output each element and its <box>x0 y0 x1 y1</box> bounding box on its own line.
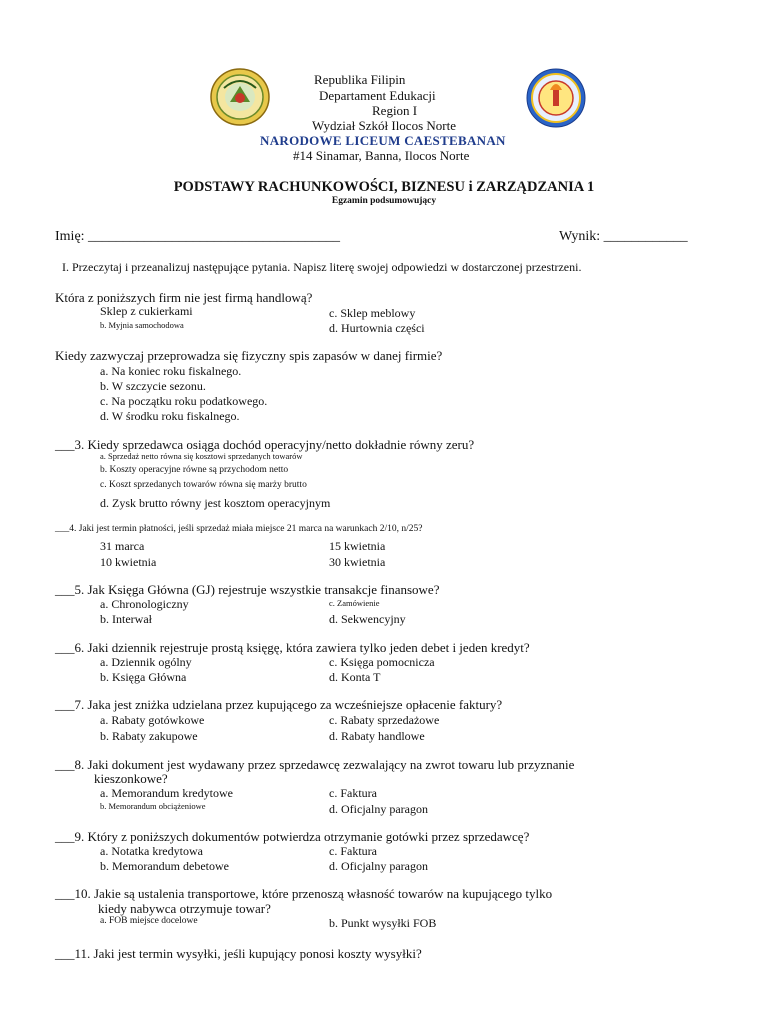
question-11: ___11. Jaki jest termin wysyłki, jeśli kupujący ponosi koszty wysyłki? <box>55 946 422 961</box>
q8-option-a: a. Memorandum kredytowe <box>100 786 233 800</box>
q6-option-d: d. Konta T <box>329 670 381 684</box>
q8-option-c: c. Faktura <box>329 786 377 800</box>
q2-option-c: c. Na początku roku podatkowego. <box>100 394 268 408</box>
q6-option-c: c. Księga pomocnicza <box>329 655 435 669</box>
q4-option-c: 15 kwietnia <box>329 539 386 553</box>
question-7: ___7. Jaka jest zniżka udzielana przez kupującego za wcześniejsze opłacenie faktury? <box>55 697 503 712</box>
question-10-continued: kiedy nabywca otrzymuje towar? <box>98 901 271 916</box>
exam-subtitle: Egzamin podsumowujący <box>331 196 437 206</box>
q2-option-d: d. W środku roku fiskalnego. <box>100 409 240 423</box>
question-8: ___8. Jaki dokument jest wydawany przez sprzedawcę zezwalający na zwrot towaru lub przyznanie <box>55 757 575 772</box>
exam-title: PODSTAWY RACHUNKOWOŚCI, BIZNESU i ZARZĄDZANIA 1 <box>173 179 595 195</box>
name-field[interactable]: Imię: ____________________________________ <box>55 229 341 244</box>
q3-option-a: a. Sprzedaż netto równa się kosztowi sprzedanych towarów <box>100 451 303 461</box>
q5-option-d: d. Sekwencyjny <box>329 612 406 626</box>
q1-option-d: d. Hurtownia części <box>329 321 425 335</box>
q6-option-a: a. Dziennik ogólny <box>100 655 192 669</box>
q2-option-b: b. W szczycie sezonu. <box>100 379 206 393</box>
school-name: NARODOWE LICEUM CAESTEBANAN <box>260 133 506 148</box>
instructions: I. Przeczytaj i przeanalizuj następujące pytania. Napisz literę swojej odpowiedzi w dostarczonej przestrzeni. <box>62 260 582 274</box>
question-8-continued: kieszonkowe? <box>94 771 168 786</box>
score-field[interactable]: Wynik: ____________ <box>559 229 688 244</box>
header-republic: Republika Filipin <box>314 72 406 87</box>
q4-option-d: 30 kwietnia <box>329 555 386 569</box>
q9-option-a: a. Notatka kredytowa <box>100 844 203 858</box>
q1-option-c: c. Sklep meblowy <box>329 306 416 320</box>
question-4: ___4. Jaki jest termin płatności, jeśli sprzedaż miała miejsce 21 marca na warunkach 2/10, n/25? <box>55 524 423 534</box>
question-1: Która z poniższych firm nie jest firmą handlową? <box>55 290 313 305</box>
question-10: ___10. Jakie są ustalenia transportowe, które przenoszą własność towarów na kupującego tylko <box>55 886 553 901</box>
q7-option-c: c. Rabaty sprzedażowe <box>329 713 440 727</box>
q5-option-b: b. Interwał <box>100 612 152 626</box>
q7-option-d: d. Rabaty handlowe <box>329 729 425 743</box>
question-6: ___6. Jaki dziennik rejestruje prostą księgę, która zawiera tylko jeden debet i jeden kredyt? <box>55 640 530 655</box>
q9-option-d: d. Oficjalny paragon <box>329 859 428 873</box>
question-9: ___9. Który z poniższych dokumentów potwierdza otrzymanie gotówki przez sprzedawcę? <box>55 829 530 844</box>
school-address: #14 Sinamar, Banna, Ilocos Norte <box>293 148 470 163</box>
header-department: Departament Edukacji <box>319 88 436 103</box>
q8-option-b: b. Memorandum obciążeniowe <box>100 801 206 811</box>
q5-option-a: a. Chronologiczny <box>100 597 189 611</box>
q3-option-c: c. Koszt sprzedanych towarów równa się marży brutto <box>100 480 307 490</box>
q10-option-a: a. FOB miejsce docelowe <box>100 916 198 926</box>
q4-option-b: 10 kwietnia <box>100 555 157 569</box>
q9-option-c: c. Faktura <box>329 844 377 858</box>
q3-option-b: b. Koszty operacyjne równe są przychodom netto <box>100 465 289 475</box>
q1-option-a: Sklep z cukierkami <box>100 304 193 318</box>
question-5: ___5. Jak Księga Główna (GJ) rejestruje wszystkie transakcje finansowe? <box>55 582 440 597</box>
q10-option-b: b. Punkt wysyłki FOB <box>329 916 437 930</box>
school-seal-logo <box>526 68 586 128</box>
q3-option-d: d. Zysk brutto równy jest kosztom operacyjnym <box>100 496 331 510</box>
question-3: ___3. Kiedy sprzedawca osiąga dochód operacyjny/netto dokładnie równy zeru? <box>55 437 475 452</box>
q5-option-c: c. Zamówienie <box>329 598 380 608</box>
q2-option-a: a. Na koniec roku fiskalnego. <box>100 364 242 378</box>
q7-option-a: a. Rabaty gotówkowe <box>100 713 205 727</box>
q6-option-b: b. Księga Główna <box>100 670 187 684</box>
q9-option-b: b. Memorandum debetowe <box>100 859 229 873</box>
question-2: Kiedy zazwyczaj przeprowadza się fizyczny spis zapasów w danej firmie? <box>55 348 443 363</box>
q1-option-b: b. Myjnia samochodowa <box>100 320 184 330</box>
q4-option-a: 31 marca <box>100 539 145 553</box>
q8-option-d: d. Oficjalny paragon <box>329 802 428 816</box>
header-region: Region I <box>372 103 418 118</box>
deped-seal-logo <box>210 68 270 126</box>
header-division: Wydział Szkół Ilocos Norte <box>312 118 456 133</box>
q7-option-b: b. Rabaty zakupowe <box>100 729 198 743</box>
